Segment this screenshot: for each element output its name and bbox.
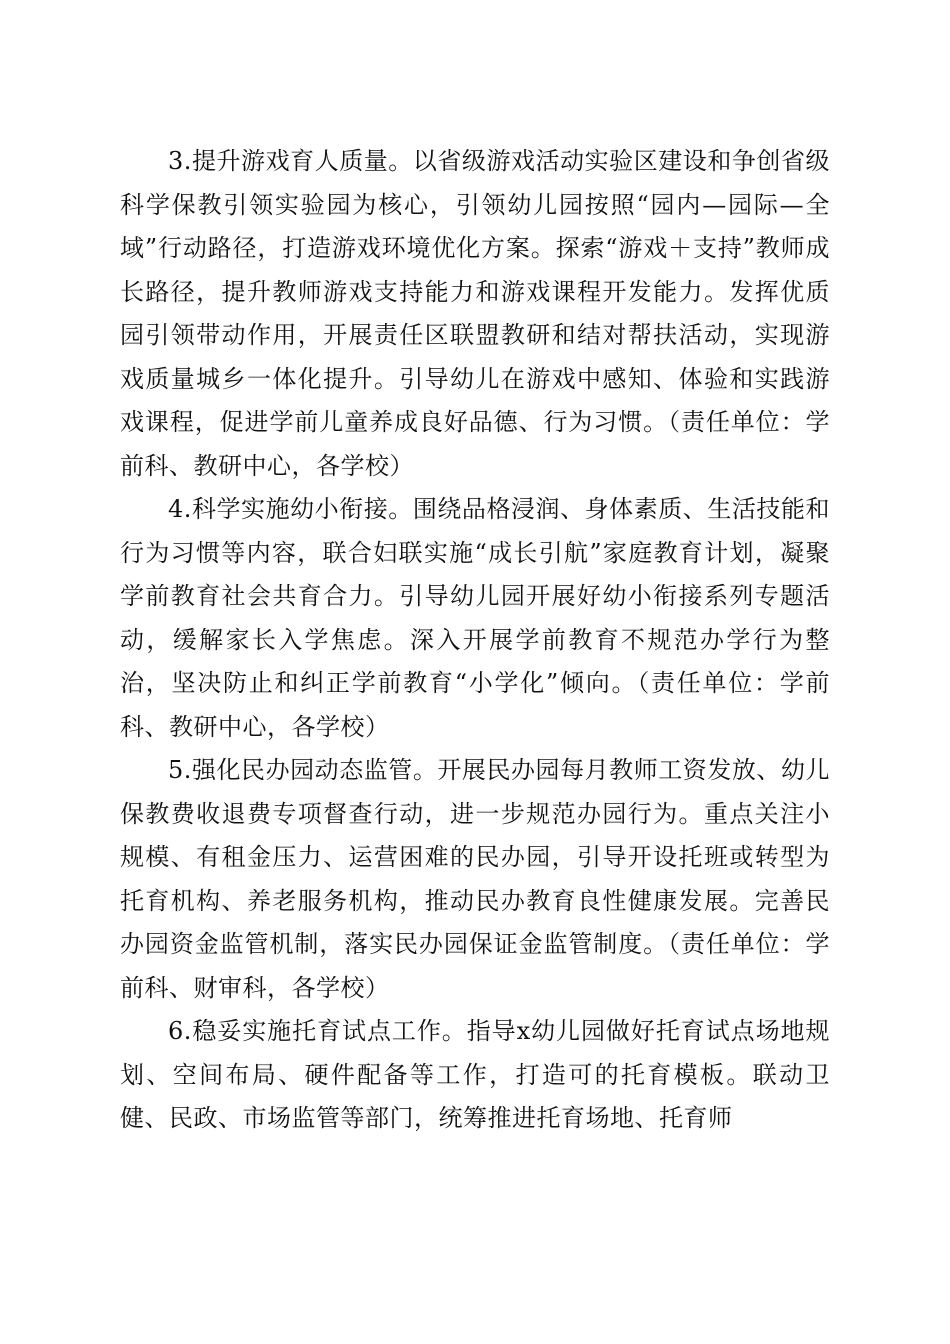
document-body xyxy=(120,140,830,1141)
paragraph-5: 5.强化民办园动态监管。开展民办园每月教师工资发放、幼儿保教费收退费专项督查行动，进一步规范办园行为。重点关注小规模、有租金压力、运营困难的民办园，引导开设托班或转型为托育机构、养老服务机构，推动民办教育良性健康发展。完善民办园资金监管机制，落实民办园保证金监管制度。（责任单位：学前科、财审科，各学校） xyxy=(120,756,830,1002)
paragraph-6: 6.稳妥实施托育试点工作。指导x幼儿园做好托育试点场地规划、空间布局、硬件配备等工作，打造可的托育模板。联动卫健、民政、市场监管等部门，统筹推进托育场地、托育师 xyxy=(120,1017,830,1132)
paragraph-3: 3.提升游戏育人质量。以省级游戏活动实验区建设和争创省级科学保教引领实验园为核心，引领幼儿园按照“园内—园际—全域”行动路径，打造游戏环境优化方案。探索“游戏＋支持”教师成长路径，提升教师游戏支持能力和游戏课程开发能力。发挥优质园引领带动作用，开展责任区联盟教研和结对帮扶活动，实现游戏质量城乡一体化提升。引导幼儿在游戏中感知、体验和实践游戏课程，促进学前儿童养成良好品德、行为习惯。（责任单位：学前科、教研中心，各学校） xyxy=(120,147,830,480)
paragraph-4: 4.科学实施幼小衔接。围绕品格浸润、身体素质、生活技能和行为习惯等内容，联合妇联实施“成长引航”家庭教育计划，凝聚学前教育社会共育合力。引导幼儿园开展好幼小衔接系列专题活动，缓解家长入学焦虑。深入开展学前教育不规范办学行为整治，坚决防止和纠正学前教育“小学化”倾向。（责任单位：学前科、教研中心，各学校） xyxy=(120,495,830,741)
